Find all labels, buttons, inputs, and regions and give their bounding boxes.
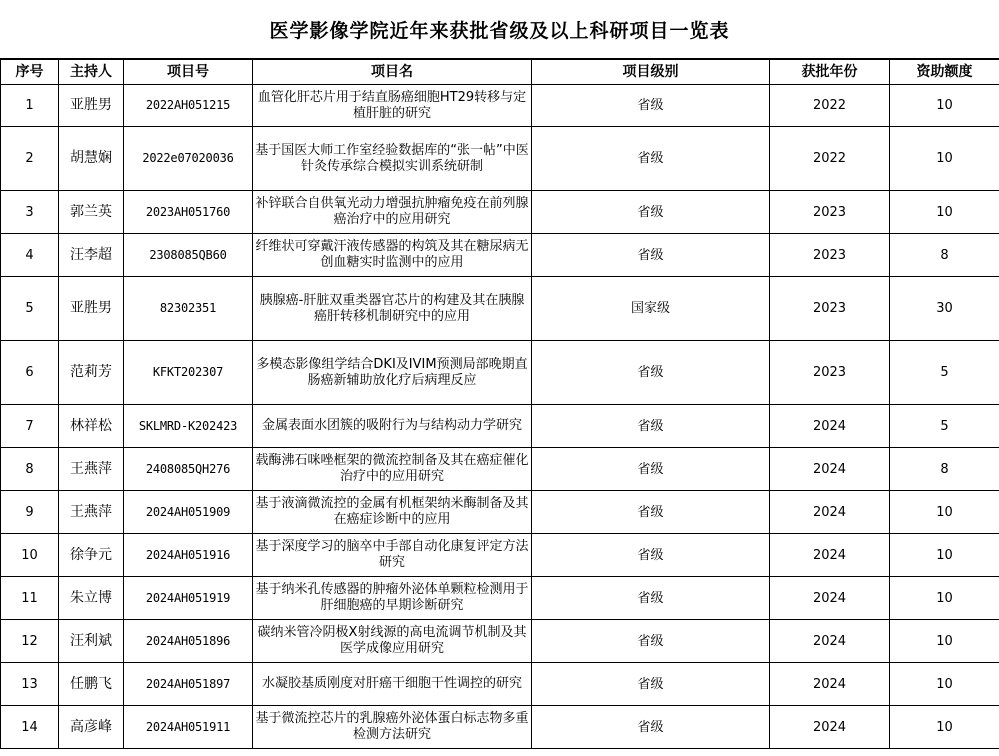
- cell-amount: 30: [890, 277, 999, 341]
- cell-level: 省级: [532, 663, 770, 706]
- cell-code: 2024AH051896: [124, 620, 253, 663]
- header-code: 项目号: [124, 59, 253, 85]
- cell-host: 高彦峰: [59, 706, 124, 749]
- cell-amount: 10: [890, 491, 999, 534]
- table-row: [1, 405, 999, 448]
- table-row: [1, 191, 999, 234]
- table-row: [1, 620, 999, 663]
- cell-no: 5: [1, 277, 59, 341]
- cell-amount: 10: [890, 620, 999, 663]
- cell-level: 省级: [532, 85, 770, 127]
- cell-amount: 10: [890, 534, 999, 577]
- cell-year: 2024: [770, 491, 890, 534]
- cell-level: 省级: [532, 620, 770, 663]
- table-row: [1, 534, 999, 577]
- cell-year: 2024: [770, 534, 890, 577]
- cell-host: 任鹏飞: [59, 663, 124, 706]
- cell-code: SKLMRD-K202423: [124, 405, 253, 448]
- cell-host: 汪利斌: [59, 620, 124, 663]
- cell-project-name: 基于纳米孔传感器的肿瘤外泌体单颗粒检测用于肝细胞癌的早期诊断研究: [253, 577, 532, 620]
- cell-level: 省级: [532, 191, 770, 234]
- cell-no: 12: [1, 620, 59, 663]
- cell-level: 省级: [532, 405, 770, 448]
- cell-year: 2023: [770, 341, 890, 405]
- cell-code: 2023AH051760: [124, 191, 253, 234]
- cell-level: 省级: [532, 534, 770, 577]
- table-row: [1, 341, 999, 405]
- cell-no: 1: [1, 85, 59, 127]
- cell-code: 2408085QH276: [124, 448, 253, 491]
- cell-level: 省级: [532, 234, 770, 277]
- cell-no: 6: [1, 341, 59, 405]
- cell-amount: 5: [890, 341, 999, 405]
- cell-host: 林祥松: [59, 405, 124, 448]
- cell-year: 2024: [770, 663, 890, 706]
- header-amount: 资助额度: [890, 59, 999, 85]
- cell-project-name: 基于国医大师工作室经验数据库的“张一帖”中医针灸传承综合模拟实训系统研制: [253, 127, 532, 191]
- cell-code: KFKT202307: [124, 341, 253, 405]
- cell-project-name: 金属表面水团簇的吸附行为与结构动力学研究: [253, 405, 532, 448]
- header-year: 获批年份: [770, 59, 890, 85]
- cell-code: 2024AH051897: [124, 663, 253, 706]
- cell-level: 省级: [532, 127, 770, 191]
- cell-host: 朱立博: [59, 577, 124, 620]
- cell-amount: 10: [890, 663, 999, 706]
- cell-no: 3: [1, 191, 59, 234]
- cell-year: 2024: [770, 706, 890, 749]
- cell-amount: 10: [890, 127, 999, 191]
- cell-year: 2022: [770, 127, 890, 191]
- cell-host: 郭兰英: [59, 191, 124, 234]
- table-row: [1, 491, 999, 534]
- cell-no: 2: [1, 127, 59, 191]
- header-host: 主持人: [59, 59, 124, 85]
- cell-level: 国家级: [532, 277, 770, 341]
- cell-amount: 10: [890, 577, 999, 620]
- cell-code: 2022e07020036: [124, 127, 253, 191]
- cell-level: 省级: [532, 341, 770, 405]
- cell-no: 10: [1, 534, 59, 577]
- cell-level: 省级: [532, 577, 770, 620]
- header-row: [1, 59, 999, 85]
- cell-host: 亚胜男: [59, 277, 124, 341]
- cell-level: 省级: [532, 706, 770, 749]
- cell-project-name: 载酶沸石咪唑框架的微流控制备及其在癌症催化治疗中的应用研究: [253, 448, 532, 491]
- cell-host: 王燕萍: [59, 491, 124, 534]
- cell-year: 2024: [770, 620, 890, 663]
- cell-amount: 10: [890, 706, 999, 749]
- cell-no: 11: [1, 577, 59, 620]
- header-level: 项目级别: [532, 59, 770, 85]
- header-project-name: 项目名: [253, 59, 532, 85]
- cell-year: 2024: [770, 577, 890, 620]
- page-title: 医学影像学院近年来获批省级及以上科研项目一览表: [269, 19, 730, 42]
- table-row: [1, 127, 999, 191]
- cell-host: 范莉芳: [59, 341, 124, 405]
- cell-no: 8: [1, 448, 59, 491]
- cell-project-name: 基于微流控芯片的乳腺癌外泌体蛋白标志物多重检测方法研究: [253, 706, 532, 749]
- cell-host: 胡慧娴: [59, 127, 124, 191]
- cell-no: 14: [1, 706, 59, 749]
- cell-amount: 5: [890, 405, 999, 448]
- cell-amount: 8: [890, 448, 999, 491]
- cell-code: 2022AH051215: [124, 85, 253, 127]
- cell-code: 2308085QB60: [124, 234, 253, 277]
- cell-no: 9: [1, 491, 59, 534]
- cell-host: 徐争元: [59, 534, 124, 577]
- cell-project-name: 多模态影像组学结合DKI及IVIM预测局部晚期直肠癌新辅助放化疗后病理反应: [253, 341, 532, 405]
- cell-amount: 8: [890, 234, 999, 277]
- cell-level: 省级: [532, 448, 770, 491]
- cell-code: 2024AH051911: [124, 706, 253, 749]
- cell-amount: 10: [890, 85, 999, 127]
- cell-no: 13: [1, 663, 59, 706]
- cell-year: 2023: [770, 277, 890, 341]
- cell-year: 2024: [770, 405, 890, 448]
- cell-code: 82302351: [124, 277, 253, 341]
- cell-year: 2022: [770, 85, 890, 127]
- header-no: 序号: [1, 59, 59, 85]
- cell-year: 2023: [770, 191, 890, 234]
- table-row: [1, 706, 999, 749]
- cell-level: 省级: [532, 491, 770, 534]
- cell-project-name: 水凝胶基质刚度对肝癌干细胞干性调控的研究: [253, 663, 532, 706]
- cell-no: 4: [1, 234, 59, 277]
- cell-project-name: 胰腺癌-肝脏双重类器官芯片的构建及其在胰腺癌肝转移机制研究中的应用: [253, 277, 532, 341]
- cell-host: 亚胜男: [59, 85, 124, 127]
- cell-no: 7: [1, 405, 59, 448]
- table-row: [1, 448, 999, 491]
- table-row: [1, 277, 999, 341]
- cell-code: 2024AH051919: [124, 577, 253, 620]
- cell-project-name: 基于液滴微流控的金属有机框架纳米酶制备及其在癌症诊断中的应用: [253, 491, 532, 534]
- cell-project-name: 纤维状可穿戴汗液传感器的构筑及其在糖尿病无创血糖实时监测中的应用: [253, 234, 532, 277]
- cell-project-name: 补锌联合自供氧光动力增强抗肿瘤免疫在前列腺癌治疗中的应用研究: [253, 191, 532, 234]
- cell-host: 王燕萍: [59, 448, 124, 491]
- table-row: [1, 577, 999, 620]
- cell-code: 2024AH051916: [124, 534, 253, 577]
- table-row: [1, 234, 999, 277]
- cell-project-name: 基于深度学习的脑卒中手部自动化康复评定方法研究: [253, 534, 532, 577]
- cell-host: 汪李超: [59, 234, 124, 277]
- cell-code: 2024AH051909: [124, 491, 253, 534]
- cell-year: 2023: [770, 234, 890, 277]
- cell-amount: 10: [890, 191, 999, 234]
- project-table: [0, 58, 999, 749]
- table-row: [1, 85, 999, 127]
- table-row: [1, 663, 999, 706]
- cell-project-name: 碳纳米管冷阴极X射线源的高电流调节机制及其医学成像应用研究: [253, 620, 532, 663]
- cell-project-name: 血管化肝芯片用于结直肠癌细胞HT29转移与定植肝脏的研究: [253, 85, 532, 127]
- cell-year: 2024: [770, 448, 890, 491]
